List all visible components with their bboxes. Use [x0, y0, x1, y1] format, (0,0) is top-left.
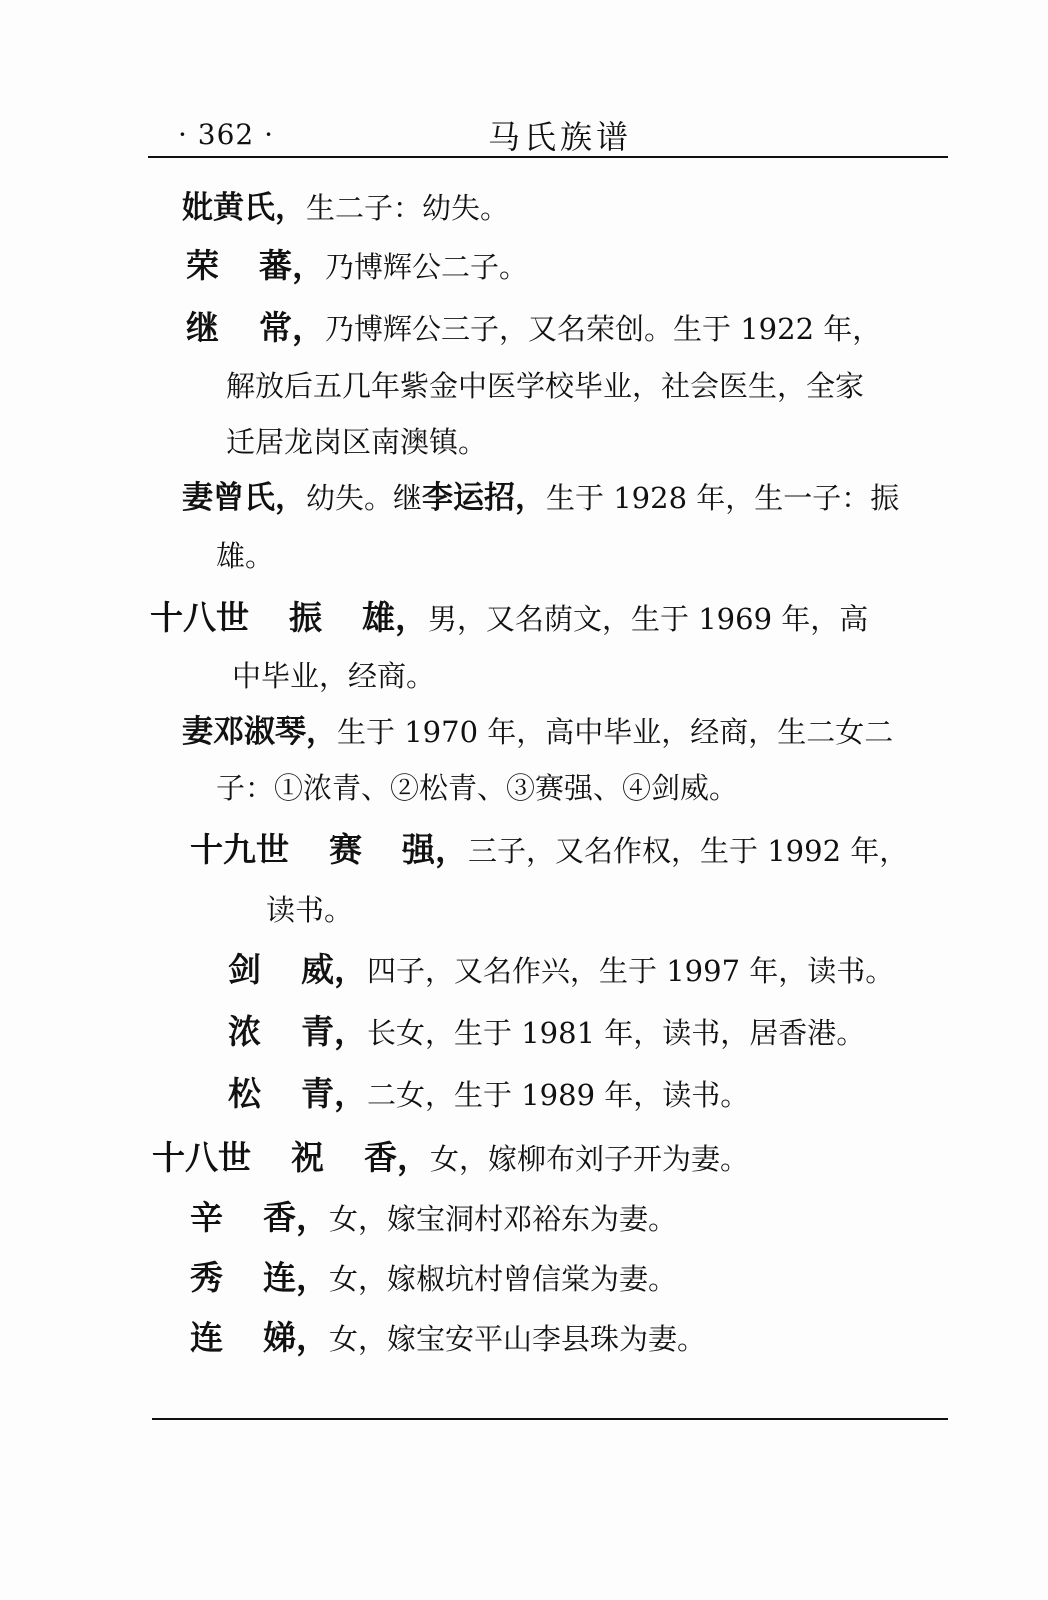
entry-line — [190, 830, 908, 871]
entry-line — [190, 1258, 677, 1299]
entry-continuation: 雄。 — [216, 539, 275, 573]
book-title: 马氏族谱 — [488, 118, 633, 156]
entry-name-second: 青， — [301, 1074, 367, 1113]
entry-name-second: 青， — [301, 1012, 367, 1051]
header-rule — [148, 156, 948, 158]
entry-text: 幼失。继 — [306, 481, 423, 515]
entry-name-first: 辛 — [190, 1198, 223, 1237]
entry-text: 女，嫁宝安平山李县珠为妻。 — [329, 1322, 707, 1356]
entry-name-second: 蕃， — [259, 246, 325, 285]
entry-line — [190, 1318, 706, 1359]
entry-text: 乃博辉公三子，又名荣创。生于 1922 年， — [325, 312, 882, 346]
entry-text: 男，又名荫文，生于 1969 年，高 — [428, 602, 869, 636]
entry-name-first: 秀 — [190, 1258, 223, 1297]
entry-name-second: 威， — [301, 950, 367, 989]
generation-label: 十九世 — [190, 830, 289, 869]
entry-text: 生二子：幼失。 — [306, 191, 510, 225]
entry-name-first: 继 — [186, 308, 219, 347]
entry-continuation: 中毕业，经商。 — [232, 659, 436, 693]
entry-line — [190, 1198, 677, 1239]
entry-name-first: 赛 — [329, 830, 362, 869]
entry-continuation: 迁居龙岗区南澳镇。 — [226, 425, 488, 459]
entry-name-second: 连， — [263, 1258, 329, 1297]
entry-name-first: 振 — [289, 598, 322, 637]
entry-line — [228, 1012, 865, 1053]
entry-line — [186, 308, 881, 349]
entry-name-second: 香， — [364, 1138, 430, 1177]
entry-line — [186, 246, 528, 287]
entry-text: 长女，生于 1981 年，读书，居香港。 — [367, 1016, 866, 1050]
entry-name: 妻曾氏， — [182, 480, 306, 516]
entry-text: 乃博辉公二子。 — [325, 250, 529, 284]
page-header — [148, 108, 948, 156]
entry-continuation: 解放后五几年紫金中医学校毕业，社会医生，全家 — [226, 369, 865, 403]
entry-name: 妻邓淑琴， — [182, 714, 337, 750]
entry-name-first: 连 — [190, 1318, 223, 1357]
entry-name: 妣黄氏， — [182, 190, 306, 226]
generation-label: 十八世 — [152, 1138, 251, 1177]
entry-name-second: 强， — [402, 830, 468, 869]
entry-name-second-spouse: 李运招， — [422, 480, 547, 516]
entry-text: 女，嫁椒坑村曾信棠为妻。 — [329, 1262, 678, 1296]
entry-line — [182, 188, 509, 228]
entry-text: 生于 1928 年，生一子：振 — [546, 481, 900, 515]
footer-rule — [152, 1418, 948, 1420]
entry-name-first: 祝 — [291, 1138, 324, 1177]
entry-continuation: 读书。 — [266, 893, 354, 927]
entry-name-first: 荣 — [186, 246, 219, 285]
entry-name-second: 常， — [259, 308, 325, 347]
generation-label: 十八世 — [150, 598, 249, 637]
entry-line — [150, 598, 868, 639]
entry-name-first: 剑 — [228, 950, 261, 989]
entry-name-first: 松 — [228, 1074, 261, 1113]
page-number: · 362 · — [178, 118, 275, 151]
entry-line — [152, 1138, 749, 1179]
entry-text: 三子，又名作权，生于 1992 年， — [468, 834, 909, 868]
entry-continuation: 子：①浓青、②松青、③赛强、④剑威。 — [216, 771, 739, 805]
entry-text: 二女，生于 1989 年，读书。 — [367, 1078, 750, 1112]
entry-name-second: 娣， — [263, 1318, 329, 1357]
entry-text: 女，嫁宝洞村邓裕东为妻。 — [329, 1202, 678, 1236]
entry-line — [228, 1074, 749, 1115]
entry-name-first: 浓 — [228, 1012, 261, 1051]
entry-line — [182, 478, 899, 518]
entry-text: 生于 1970 年，高中毕业，经商，生二女二 — [337, 715, 894, 749]
entry-line — [228, 950, 894, 991]
entry-name-second: 香， — [263, 1198, 329, 1237]
entry-text: 女，嫁柳布刘子开为妻。 — [430, 1142, 750, 1176]
entry-text: 四子，又名作兴，生于 1997 年，读书。 — [367, 954, 895, 988]
entry-line — [182, 712, 893, 752]
entry-name-second: 雄， — [362, 598, 428, 637]
